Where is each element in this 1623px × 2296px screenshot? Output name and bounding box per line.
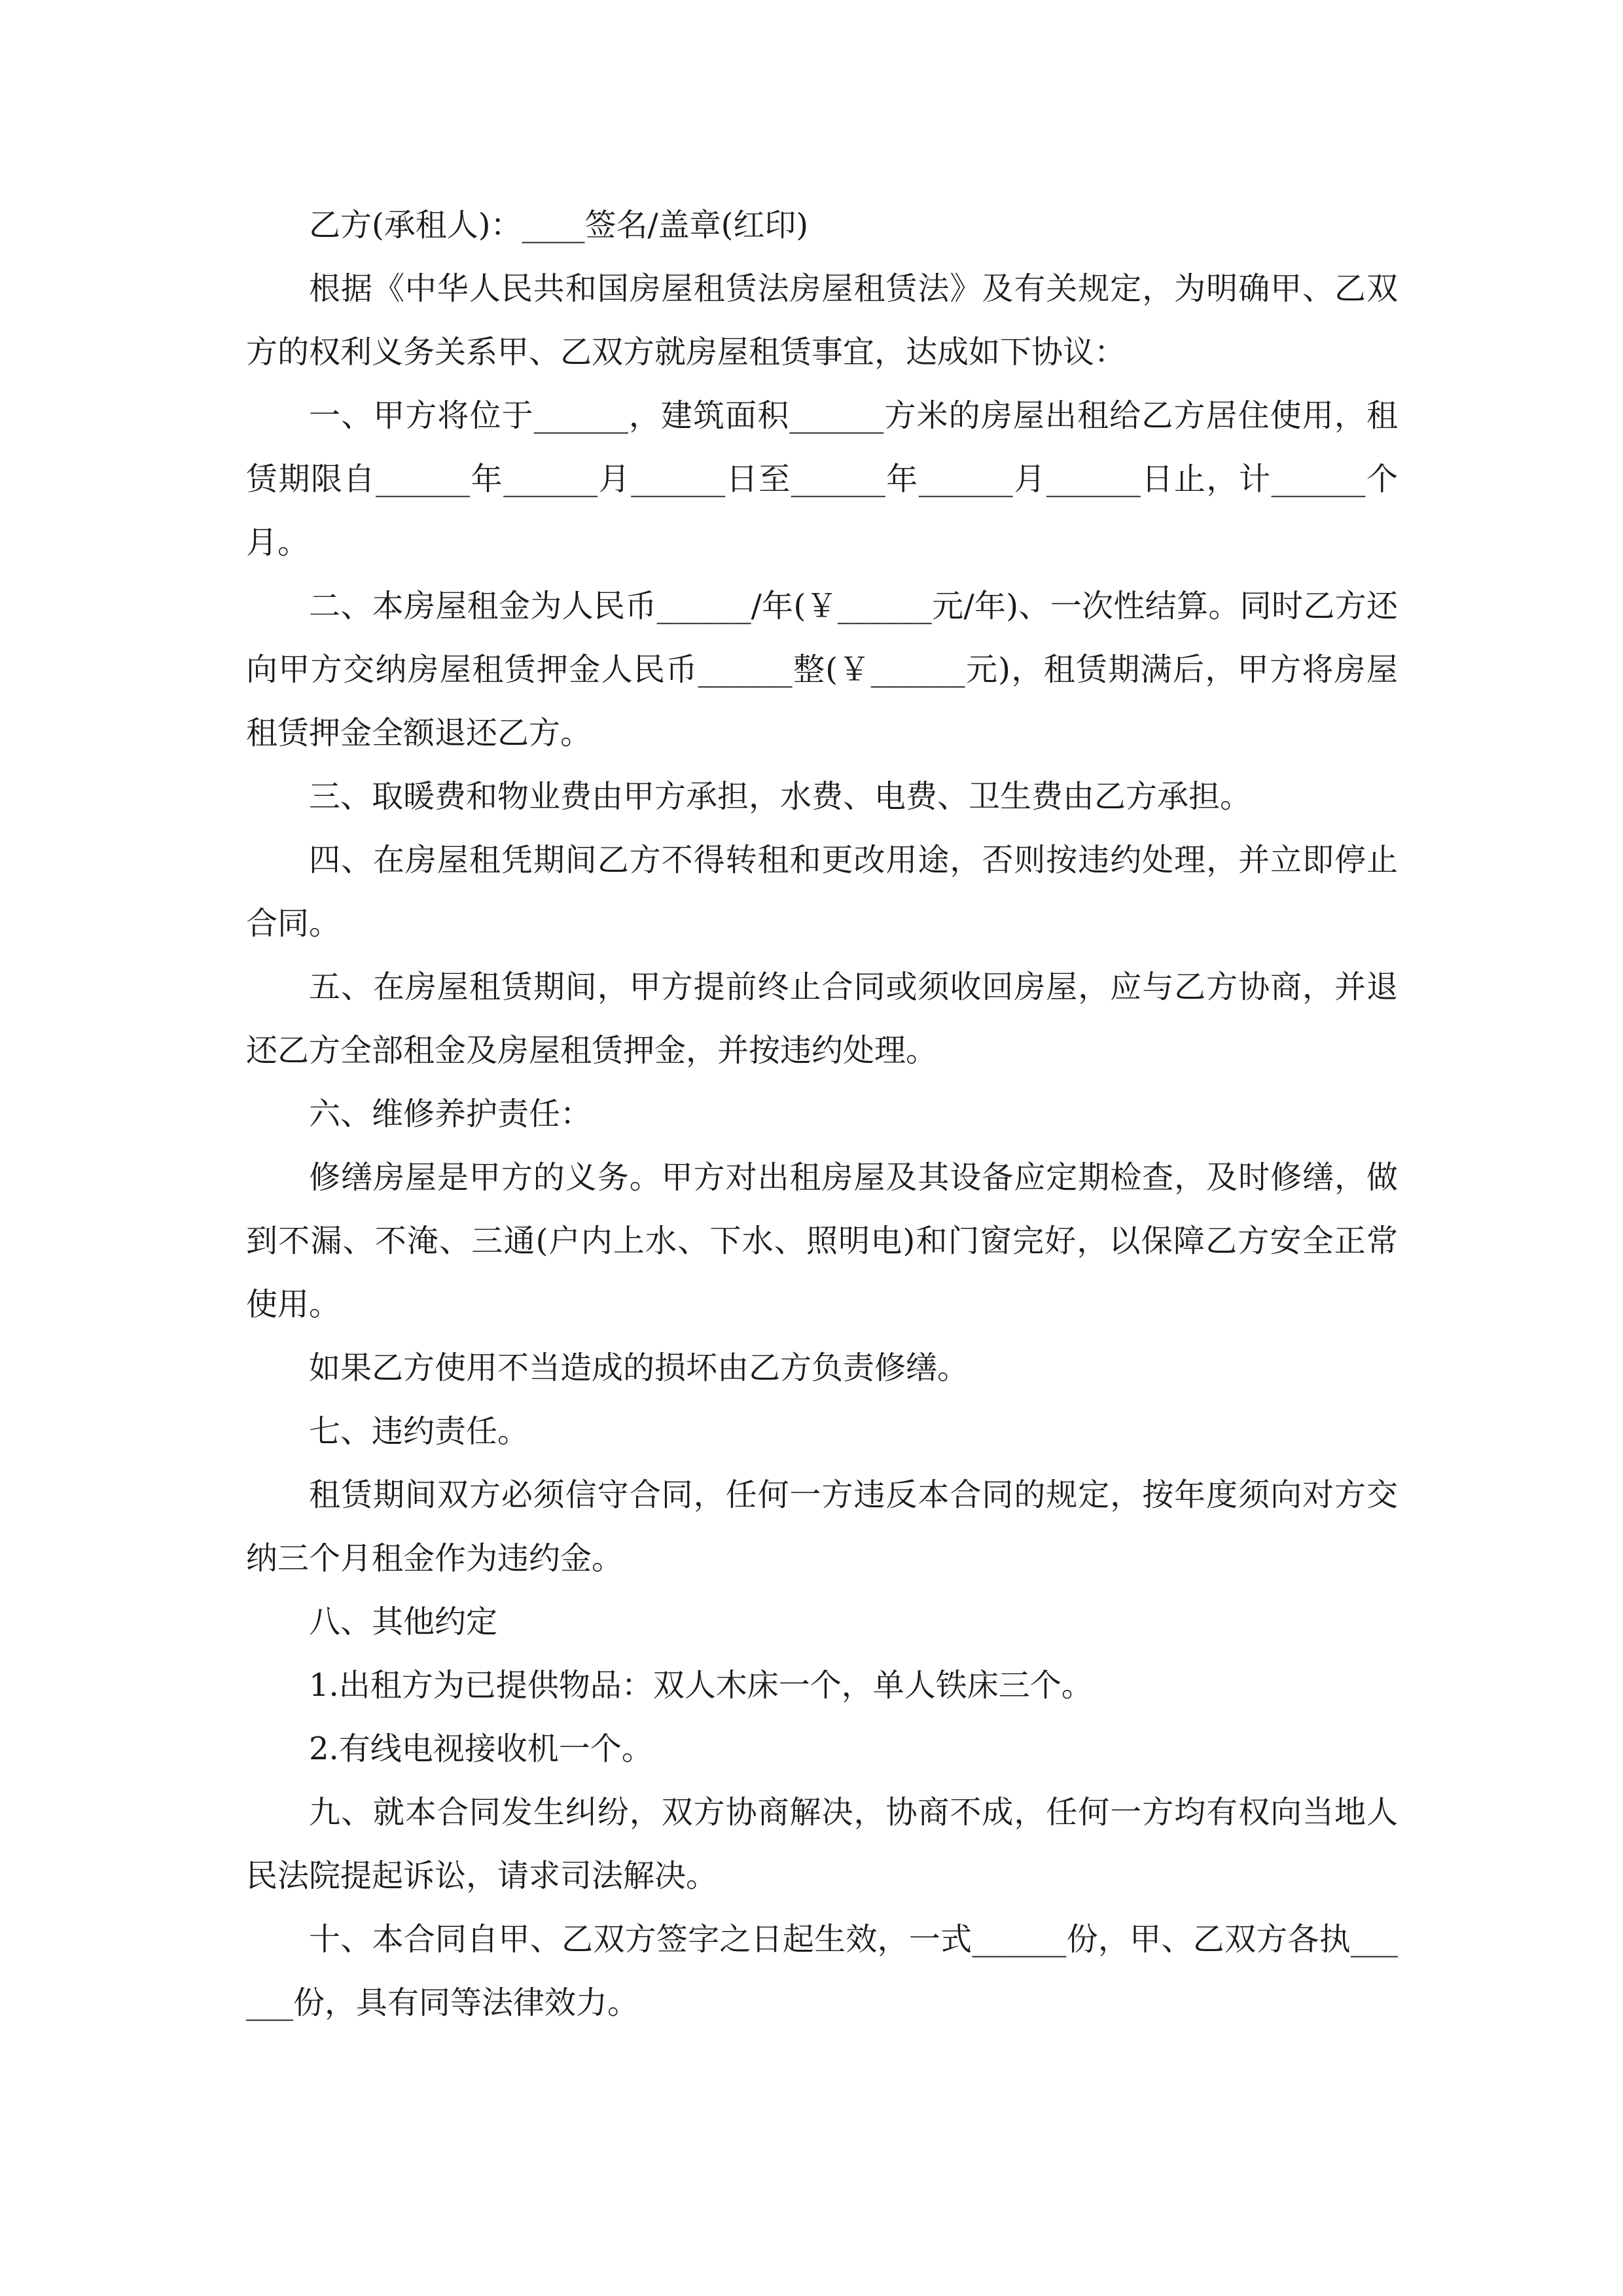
paragraph-clause-6-body: 修缮房屋是甲方的义务。甲方对出租房屋及其设备应定期检查，及时修缮，做到不漏、不淹、三通(户内上水、下水、照明电)和门窗完好，以保障乙方安全正常使用。: [246, 1159, 1398, 1323]
paragraph-preamble: 根据《中华人民共和国房屋租赁法房屋租赁法》及有关规定，为明确甲、乙双方的权利义务关系甲、乙双方就房屋租赁事宜，达成如下协议：: [246, 270, 1398, 370]
paragraph-clause-1: 一、甲方将位于______，建筑面积______方米的房屋出租给乙方居住使用，租赁期限自______年______月______日至______年______月______日止，计______个月。: [246, 397, 1398, 561]
paragraph-clause-8-item-2: 2.有线电视接收机一个。: [309, 1731, 653, 1767]
paragraph-clause-4: 四、在房屋租凭期间乙方不得转租和更改用途，否则按违约处理，并立即停止合同。: [246, 842, 1398, 942]
paragraph-clause-9: 九、就本合同发生纠纷，双方协商解决，协商不成，任何一方均有权向当地人民法院提起诉讼，请求司法解决。: [246, 1794, 1398, 1894]
paragraph-clause-8-heading: 八、其他约定: [309, 1604, 498, 1640]
paragraph-clause-10: 十、本合同自甲、乙双方签字之日起生效，一式______份，甲、乙双方各执______份，具有同等法律效力。: [246, 1921, 1398, 2021]
paragraph-clause-6-heading: 六、维修养护责任：: [309, 1096, 592, 1132]
paragraph-lessee-signature: 乙方(承租人)：____签名/盖章(红印): [309, 207, 809, 243]
paragraph-clause-7-body: 租赁期间双方必须信守合同，任何一方违反本合同的规定，按年度须向对方交纳三个月租金作为违约金。: [246, 1477, 1398, 1577]
paragraph-clause-7-heading: 七、违约责任。: [309, 1413, 529, 1450]
paragraph-clause-3: 三、取暖费和物业费由甲方承担，水费、电费、卫生费由乙方承担。: [309, 778, 1252, 815]
paragraph-clause-5: 五、在房屋租赁期间，甲方提前终止合同或须收回房屋，应与乙方协商，并退还乙方全部租金及房屋租赁押金，并按违约处理。: [246, 969, 1398, 1069]
paragraph-clause-2: 二、本房屋租金为人民币______/年(￥______元/年)、一次性结算。同时乙方还向甲方交纳房屋租赁押金人民币______整(￥______元)，租赁期满后，甲方将房屋租赁押金全额退还乙方。: [246, 588, 1398, 751]
paragraph-clause-8-item-1: 1.出租方为已提供物品：双人木床一个，单人铁床三个。: [309, 1667, 1093, 1704]
contract-body: [246, 194, 1398, 2035]
paragraph-clause-6-note: 如果乙方使用不当造成的损坏由乙方负责修缮。: [309, 1350, 969, 1386]
